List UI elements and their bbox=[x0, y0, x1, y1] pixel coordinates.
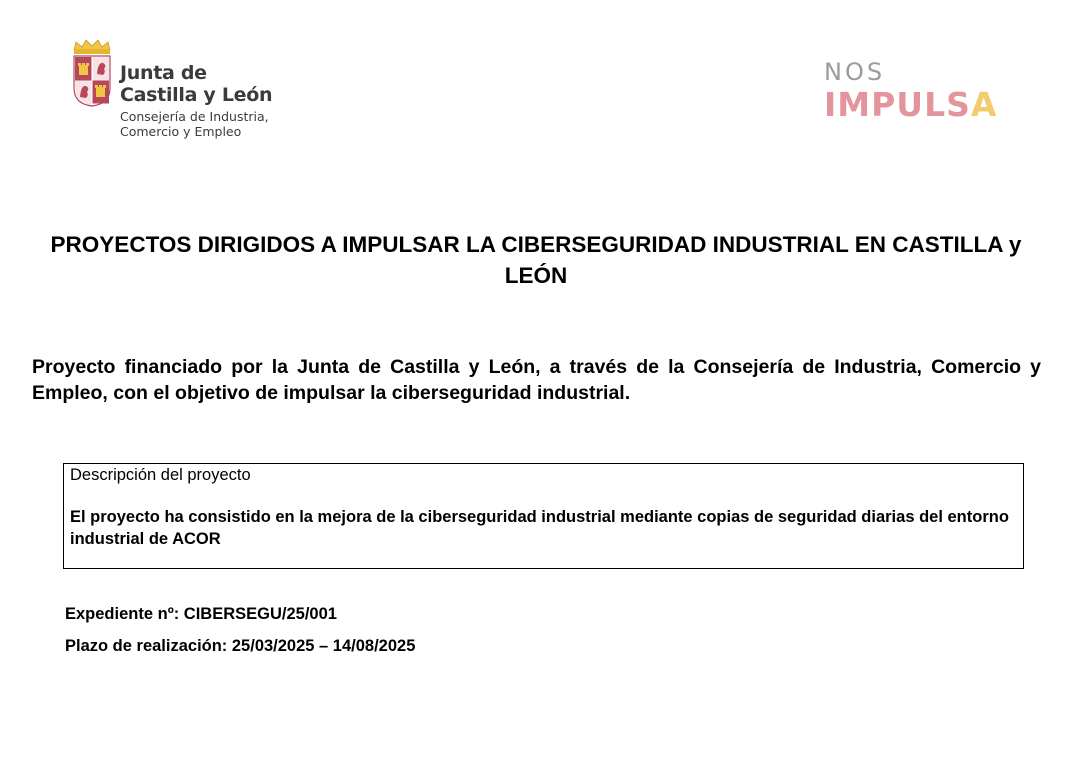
junta-castilla-leon-logo bbox=[70, 38, 290, 143]
execution-period: Plazo de realización: 25/03/2025 – 14/08/2025 bbox=[65, 637, 416, 655]
coat-of-arms-icon bbox=[70, 38, 114, 108]
expediente-number: Expediente nº: CIBERSEGU/25/001 bbox=[65, 605, 337, 623]
nos-logo-bottom bbox=[824, 86, 1024, 124]
nos-logo-impuls: IMPULS bbox=[824, 85, 971, 124]
nos-logo-top: NOS bbox=[824, 58, 886, 86]
intro-paragraph: Proyecto financiado por la Junta de Castilla y León, a través de la Consejería de Industria, Comercio y Empleo, con el objetivo de impulsar la ciberseguridad industrial. bbox=[32, 356, 1041, 404]
project-description-text: El proyecto ha consistido en la mejora de la ciberseguridad industrial mediante copias de seguridad diarias del entorno industrial de ACOR bbox=[70, 508, 1009, 548]
nos-impulsa-logo bbox=[824, 58, 1024, 136]
project-description-label: Descripción del proyecto bbox=[70, 466, 251, 484]
page-title: PROYECTOS DIRIGIDOS A IMPULSAR LA CIBERSEGURIDAD INDUSTRIAL EN CASTILLA y LEÓN bbox=[50, 232, 1022, 288]
consejeria-line1: Consejería de Industria, bbox=[120, 109, 269, 124]
junta-name-line1: Junta de bbox=[120, 62, 207, 84]
junta-castilla-leon-text bbox=[120, 62, 272, 139]
project-description-box bbox=[63, 463, 1024, 569]
nos-logo-accent: A bbox=[970, 85, 998, 124]
consejeria-line2: Comercio y Empleo bbox=[120, 124, 242, 139]
junta-name-line2: Castilla y León bbox=[120, 84, 273, 106]
